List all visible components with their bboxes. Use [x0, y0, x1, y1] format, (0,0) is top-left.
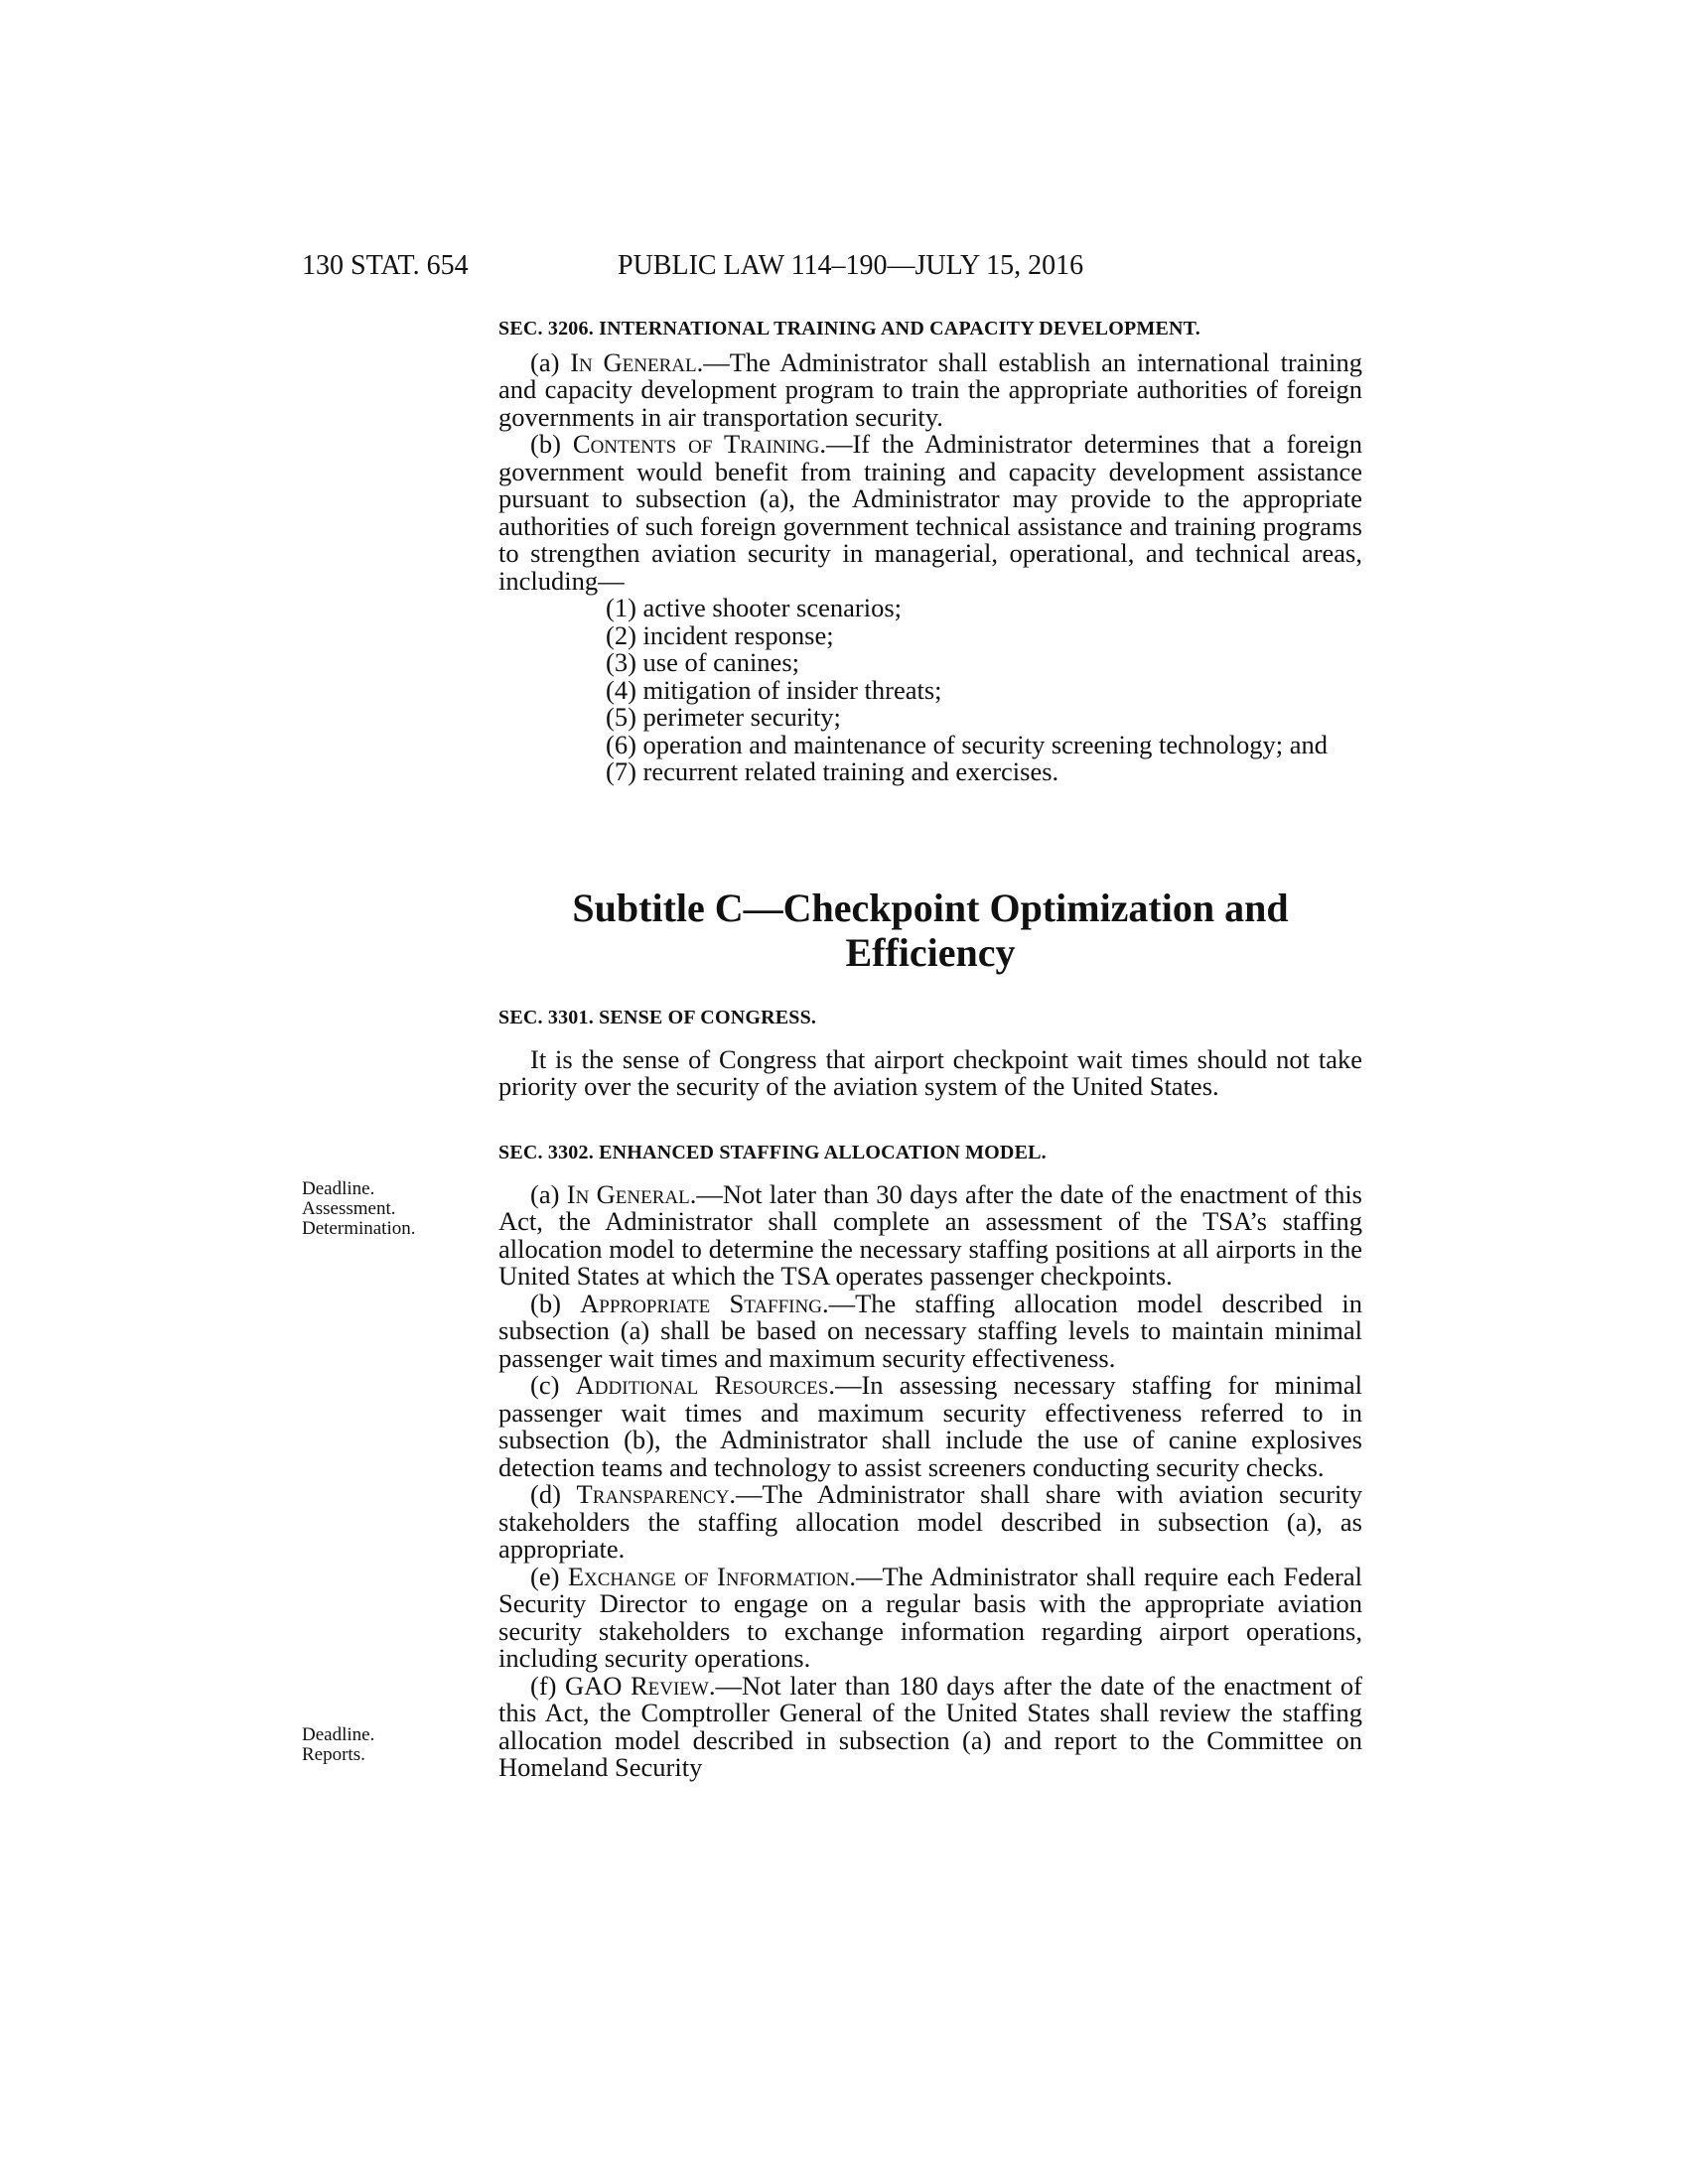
section-heading: SEC. 3302. ENHANCED STAFFING ALLOCATION MODEL.	[498, 1142, 1047, 1163]
margin-note-line: Deadline.	[302, 1178, 375, 1199]
section-3302	[498, 1140, 1362, 1782]
paragraph-d: (d) Transparency.—The Administrator shall share with aviation security stakeholders the staffing allocation model described in subsection (a), as appropriate.	[498, 1479, 1362, 1564]
paragraph-f: (f) GAO Review.—Not later than 180 days after the date of the enactment of this Act, the Comptroller General of the United States shall review the staffing allocation model described in subsection (a) and report to the Committee on Homeland Security	[498, 1670, 1362, 1782]
margin-note-3302f	[302, 1725, 374, 1765]
section-3301	[498, 1005, 1362, 1101]
running-header	[0, 250, 1688, 290]
paragraph: It is the sense of Congress that airport checkpoint wait times should not take priority over the security of the aviation system of the United States.	[498, 1043, 1362, 1101]
paragraph-a: (a) In General.—The Administrator shall establish an international training and capacity development program to train the appropriate authorities of foreign governments in air transportation security.	[498, 346, 1362, 432]
list-item: (1) active shooter scenarios;	[606, 593, 903, 622]
list-item: (3) use of canines;	[606, 647, 799, 677]
section-heading: SEC. 3301. SENSE OF CONGRESS.	[498, 1007, 817, 1028]
margin-note-line: Assessment.	[302, 1198, 396, 1219]
list-item: (2) incident response;	[606, 619, 834, 650]
paragraph-c: (c) Additional Resources.—In assessing necessary staffing for minimal passenger wait times and maximum security effectiveness referred to in subsection (b), the Administrator shall include the use of canine explosives detection teams and technology to assist screeners conducting security checks.	[498, 1370, 1363, 1482]
list-item: (5) perimeter security;	[606, 702, 841, 732]
margin-note-line: Deadline.	[302, 1724, 375, 1745]
list-item: (4) mitigation of insider threats;	[606, 674, 942, 705]
margin-note-line: Determination.	[302, 1218, 416, 1239]
statute-page-number: 130 STAT. 654	[302, 250, 469, 281]
margin-note-3302a	[302, 1179, 416, 1239]
margin-note-line: Reports.	[302, 1744, 365, 1765]
list-item: (7) recurrent related training and exercises.	[606, 756, 1059, 786]
public-law-citation: PUBLIC LAW 114–190—JULY 15, 2016	[618, 250, 1084, 281]
section-heading: SEC. 3206. INTERNATIONAL TRAINING AND CAPACITY DEVELOPMENT.	[498, 318, 1200, 340]
section-3206	[498, 316, 1362, 786]
subtitle-line-1: Subtitle C—Checkpoint Optimization and	[572, 886, 1289, 930]
list-item: (6) operation and maintenance of security screening technology; and	[606, 729, 1329, 759]
subtitle-heading	[498, 886, 1362, 975]
paragraph-b: (b) Contents of Training.—If the Administrator determines that a foreign government would benefit from training and capacity development assistance pursuant to subsection (a), the Administrator may provide to the appropriate authorities of such foreign government technical assistance and training programs to strengthen aviation security in managerial, operational, and technical areas, including—	[498, 429, 1362, 596]
subtitle-line-2: Efficiency	[845, 930, 1016, 975]
paragraph-b: (b) Appropriate Staffing.—The staffing allocation model described in subsection (a) shall be based on necessary staffing levels to maintain minimal passenger wait times and maximum security effectiveness.	[498, 1288, 1362, 1373]
paragraph-a: (a) In General.—Not later than 30 days after the date of the enactment of this Act, the Administrator shall complete an assessment of the TSA’s staffing allocation model to determine the necessary staffing positions at all airports in the United States at which the TSA operates passenger checkpoints.	[498, 1178, 1362, 1291]
paragraph-e: (e) Exchange of Information.—The Administrator shall require each Federal Security Director to engage on a regular basis with the appropriate aviation security stakeholders to exchange information regarding airport operations, including security operations.	[498, 1561, 1362, 1673]
